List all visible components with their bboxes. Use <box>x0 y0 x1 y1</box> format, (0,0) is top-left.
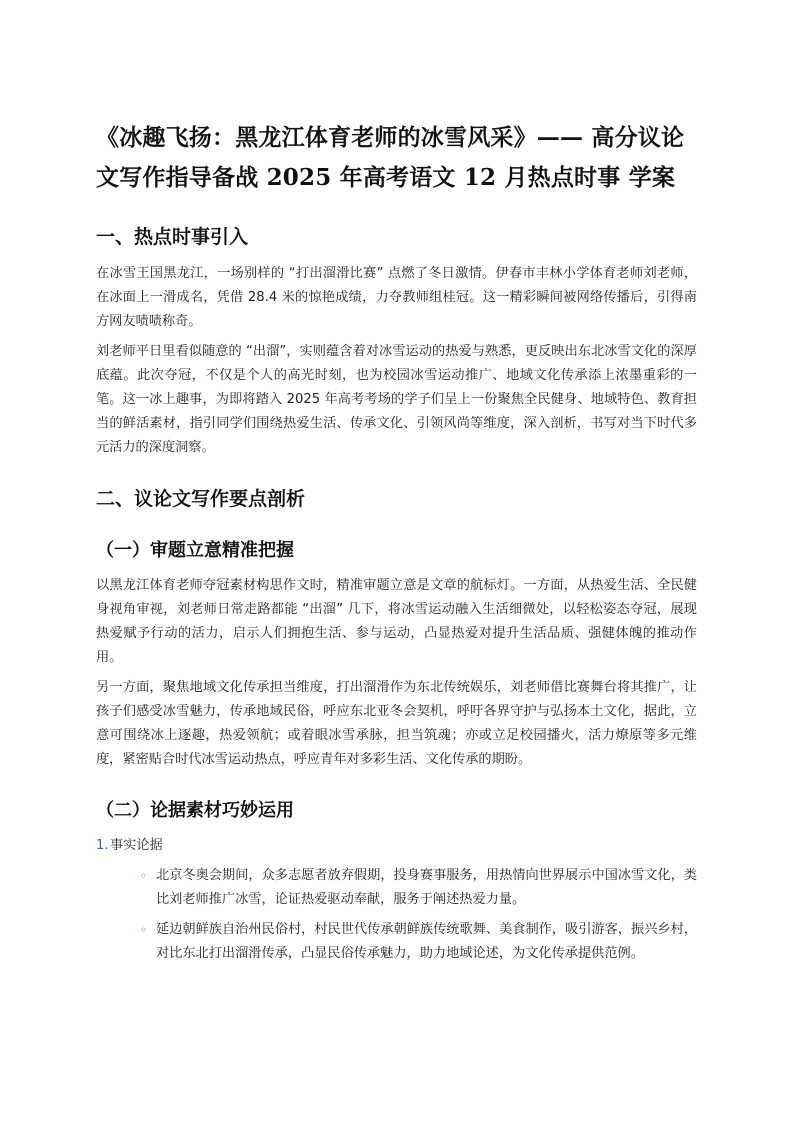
section-heading-analysis: 二、议论文写作要点剖析 <box>96 488 306 510</box>
subsection-heading-topic: （一）审题立意精准把握 <box>96 540 294 561</box>
sub-list <box>110 864 697 966</box>
bullet-icon: ◦ <box>140 923 148 937</box>
paragraph: 刘老师平日里看似随意的 “出溜”，实则蕴含着对冰雪运动的热爱与熟悉，更反映出东北冰雪文化的深厚底蕴。此次夺冠，不仅是个人的高光时刻，也为校园冰雪运动推广、地域文化传承添上浓墨重彩的一笔。这一冰上趣事，为即将踏入 2025 年高考考场的学子们呈上一份聚焦全民健身、地域特色、教育担当的鲜活素材，指引同学们围绕热爱生活、传承文化、引领风尚等维度，深入剖析，书写对当下时代多元活力的深度洞察。 <box>96 344 697 455</box>
bullet-icon: ◦ <box>140 869 148 883</box>
paragraph: 另一方面，聚焦地域文化传承担当维度，打出溜滑作为东北传统娱乐，刘老师借比赛舞台将其推广，让孩子们感受冰雪魅力，传承地域民俗，呼应东北亚冬会契机，呼吁各界守护与弘扬本土文化，据此，立意可围绕冰上逐趣，热爱领航；或着眼冰雪承脉，担当筑魂；亦或立足校园播火，活力燎原等多元维度，紧密贴合时代冰雪运动热点，呼应青年对多彩生活、文化传承的期盼。 <box>96 680 697 767</box>
list-number: 1. <box>96 838 109 853</box>
evidence-list <box>96 834 697 966</box>
paragraph: 以黑龙江体育老师夺冠素材构思作文时，精准审题立意是文章的航标灯。一方面，从热爱生活、全民健身视角审视，刘老师日常走路都能 “出溜” 几下，将冰雪运动融入生活细微处，以轻松姿态夺冠，展现热爱赋予行动的活力，启示人们拥抱生活、参与运动，凸显热爱对提升生活品质、强健体魄的推动作用。 <box>96 578 697 665</box>
subsection-heading-evidence: （二）论据素材巧妙运用 <box>96 800 294 821</box>
page-title: 《冰趣飞扬：黑龙江体育老师的冰雪风采》—— 高分议论文写作指导备战 2025 年高考语文 12 月热点时事 学案 <box>96 124 685 191</box>
section-heading-hotspot: 一、热点时事引入 <box>96 226 249 248</box>
list-item-label: 事实论据 <box>110 838 163 853</box>
sub-list-item <box>110 918 697 966</box>
list-item <box>96 834 697 966</box>
paragraph: 在冰雪王国黑龙江，一场别样的 “打出溜滑比赛” 点燃了冬日激情。伊春市丰林小学体育老师刘老师，在冰面上一滑成名，凭借 28.4 米的惊艳成绩，力夺教师组桂冠。这一精彩瞬间被网络传播后，引得南方网友啧啧称奇。 <box>96 266 697 329</box>
sub-list-text: 北京冬奥会期间，众多志愿者放弃假期，投身赛事服务，用热情向世界展示中国冰雪文化，类比刘老师推广冰雪，论证热爱驱动奉献，服务于阐述热爱力量。 <box>156 868 697 907</box>
sub-list-item <box>110 864 697 912</box>
sub-list-text: 延边朝鲜族自治州民俗村，村民世代传承朝鲜族传统歌舞、美食制作，吸引游客，振兴乡村，对比东北打出溜滑传承，凸显民俗传承魅力，助力地域论述，为文化传承提供范例。 <box>156 922 697 961</box>
